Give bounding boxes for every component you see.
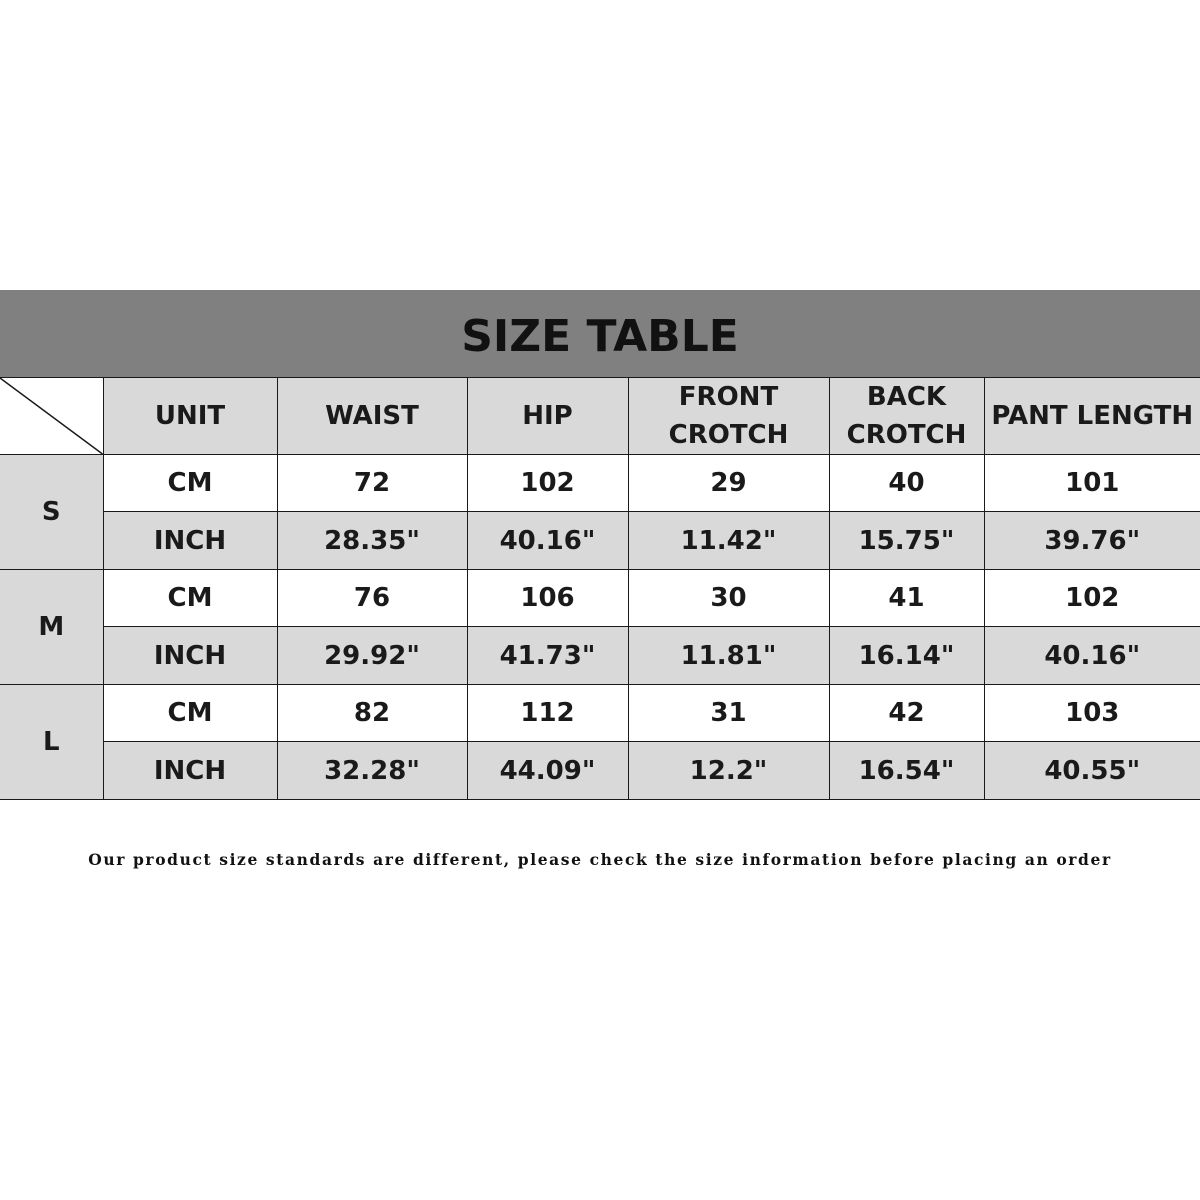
table-cell: 76 (277, 570, 467, 627)
column-header: UNIT (103, 378, 277, 455)
size-label: S (0, 455, 103, 570)
table-cell: INCH (103, 627, 277, 685)
column-header: HIP (467, 378, 628, 455)
table-cell: 12.2" (628, 742, 829, 800)
table-cell: 40.16" (984, 627, 1200, 685)
table-cell: 44.09" (467, 742, 628, 800)
column-header: BACK CROTCH (829, 378, 984, 455)
table-row (0, 512, 1200, 570)
table-cell: 11.81" (628, 627, 829, 685)
table-cell: INCH (103, 512, 277, 570)
table-cell: 40 (829, 455, 984, 512)
diagonal-divider-icon (0, 378, 103, 454)
table-cell: 28.35" (277, 512, 467, 570)
column-header: FRONT CROTCH (628, 378, 829, 455)
page-title: SIZE TABLE (461, 311, 739, 362)
table-cell: 112 (467, 685, 628, 742)
table-cell: 72 (277, 455, 467, 512)
table-cell: 30 (628, 570, 829, 627)
table-cell: 29 (628, 455, 829, 512)
table-cell: 102 (984, 570, 1200, 627)
table-cell: 103 (984, 685, 1200, 742)
table-row (0, 627, 1200, 685)
table-row (0, 570, 1200, 627)
table-cell: CM (103, 685, 277, 742)
table-cell: 40.55" (984, 742, 1200, 800)
table-cell: 41 (829, 570, 984, 627)
table-cell: 42 (829, 685, 984, 742)
table-cell: 31 (628, 685, 829, 742)
table-cell: 16.54" (829, 742, 984, 800)
corner-cell (0, 378, 103, 455)
table-cell: 15.75" (829, 512, 984, 570)
table-cell: 40.16" (467, 512, 628, 570)
table-cell: 101 (984, 455, 1200, 512)
header-row (0, 378, 1200, 455)
table-cell: 32.28" (277, 742, 467, 800)
title-bar (0, 290, 1200, 377)
size-label: L (0, 685, 103, 800)
table-cell: CM (103, 455, 277, 512)
size-label: M (0, 570, 103, 685)
footnote: Our product size standards are different, please check the size information before placing an order (88, 850, 1112, 869)
table-cell: 16.14" (829, 627, 984, 685)
column-header: WAIST (277, 378, 467, 455)
column-header: PANT LENGTH (984, 378, 1200, 455)
table-cell: 39.76" (984, 512, 1200, 570)
table-row (0, 685, 1200, 742)
size-table (0, 377, 1200, 800)
table-cell: 11.42" (628, 512, 829, 570)
table-cell: 106 (467, 570, 628, 627)
table-cell: 29.92" (277, 627, 467, 685)
table-cell: CM (103, 570, 277, 627)
table-cell: 41.73" (467, 627, 628, 685)
table-cell: 102 (467, 455, 628, 512)
table-cell: 82 (277, 685, 467, 742)
table-row (0, 455, 1200, 512)
table-cell: INCH (103, 742, 277, 800)
table-row (0, 742, 1200, 800)
